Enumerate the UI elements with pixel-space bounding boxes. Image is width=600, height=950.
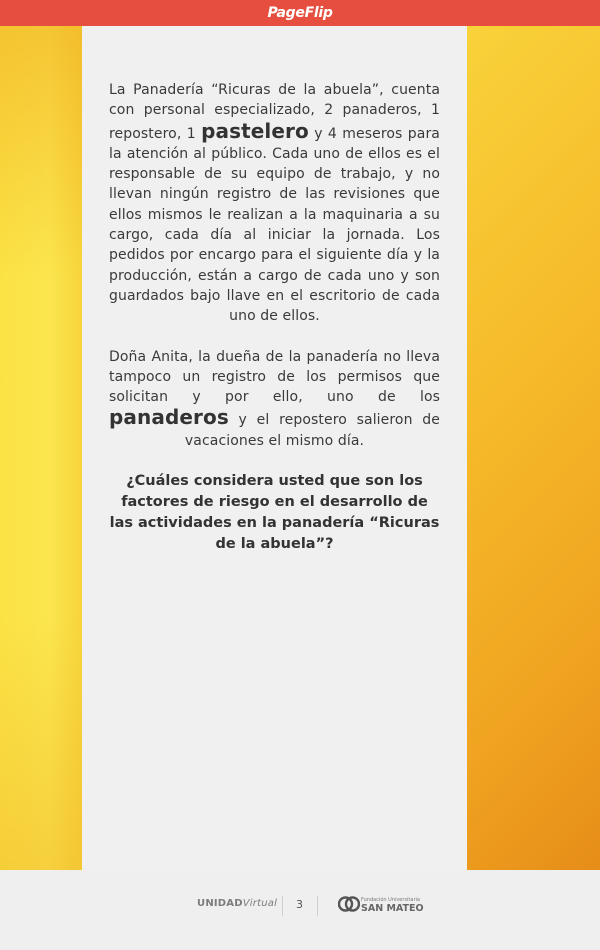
paragraph-owner (109, 347, 440, 451)
page-number: 3 (296, 898, 303, 911)
highlight-pastelero: pastelero (201, 118, 309, 143)
highlight-panaderos: panaderos (109, 405, 229, 430)
san-mateo-emblem-icon (338, 893, 360, 915)
unidad-virtual-logo (197, 898, 277, 909)
footer-divider-left (282, 896, 283, 916)
institution-name: SAN MATEO (361, 903, 424, 914)
brand-italic: Virtual (242, 898, 278, 909)
right-decorative-panel (467, 26, 600, 870)
paragraph-staff (109, 80, 440, 327)
app-header (0, 0, 600, 26)
question-heading: ¿Cuáles considera usted que son los factores de riesgo en el desarrollo de las actividades en la panadería “Ricuras de la abuela”? (109, 473, 440, 553)
paragraph-staff-text-1: La Panadería “Ricuras de la abuela”, cuenta con personal especializado, 2 panaderos, 1 repostero, 1 (109, 82, 440, 142)
pageflip-logo[interactable]: PageFlip (267, 5, 333, 21)
page-content (109, 80, 440, 570)
paragraph-owner-text-2: y el repostero salieron de vacaciones el mismo día. (184, 412, 440, 449)
paragraph-staff-text-2: y 4 meseros para la atención al público. Cada uno de ellos es el responsable de su equipo de trabajo, y no llevan ningún registro de las revisiones que ellos mismos le realizan a la maquinaria a su cargo, cada día al iniciar la jornada. Los pedidos por encargo para el siguiente día y la producción, están a cargo de cada uno y son guardados bajo llave en el escritorio de cada uno de ellos. (109, 125, 440, 325)
left-decorative-panel (0, 26, 82, 870)
paragraph-owner-text-1: Doña Anita, la dueña de la panadería no lleva tampoco un registro de los permisos que solicitan y por ello, uno de los (109, 348, 440, 406)
brand-bold: UNIDAD (197, 898, 243, 909)
institution-subtitle: Fundación Universitaria (361, 897, 420, 903)
footer-divider-right (317, 896, 318, 916)
